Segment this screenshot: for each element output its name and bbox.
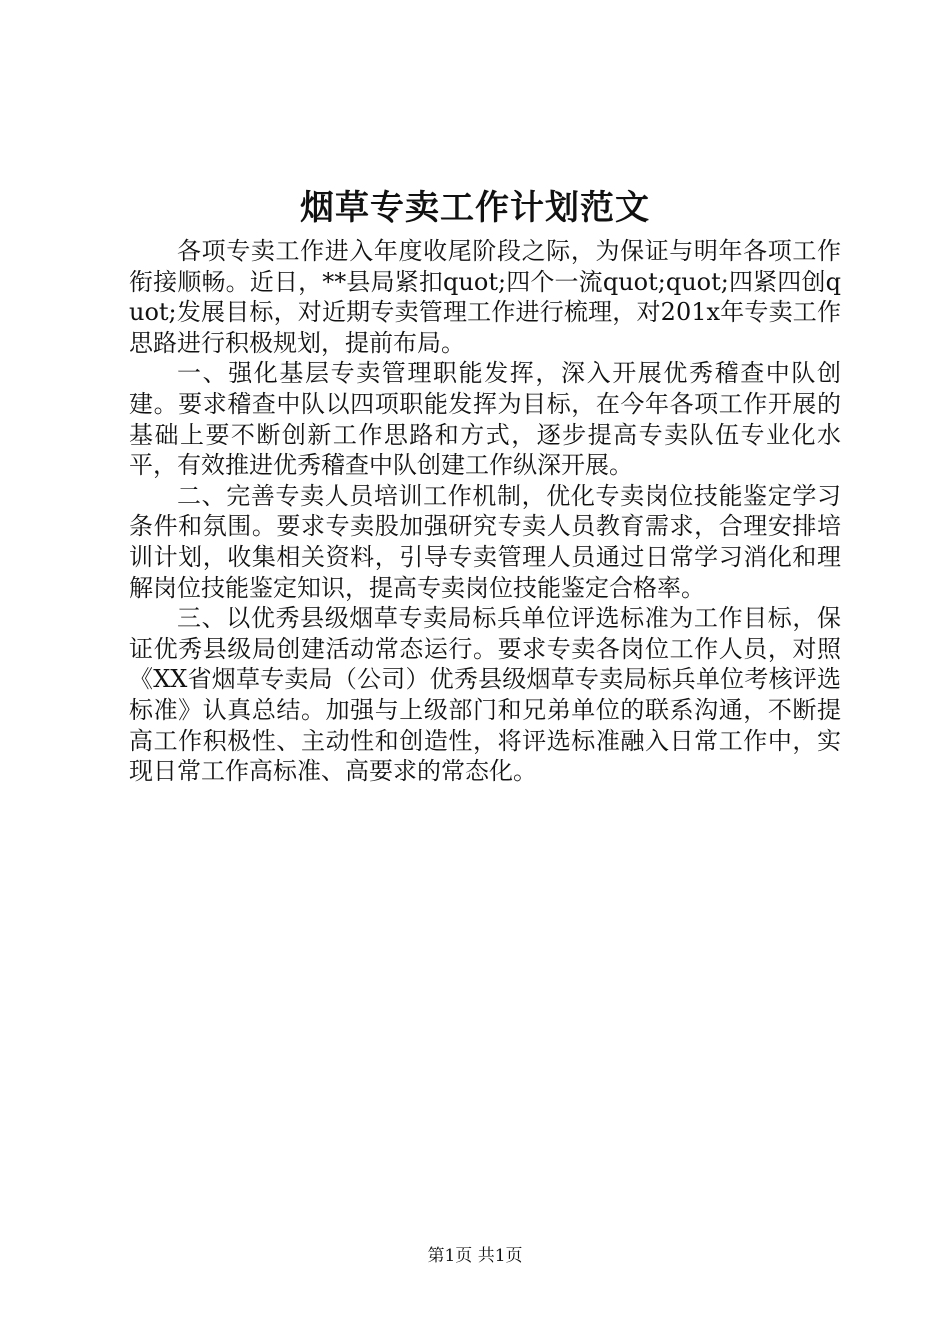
document-body [129,236,841,787]
paragraph-section-1: 一、强化基层专卖管理职能发挥，深入开展优秀稽查中队创建。要求稽查中队以四项职能发挥为目标，在今年各项工作开展的基础上要不断创新工作思路和方式，逐步提高专卖队伍专业化水平，有效推进优秀稽查中队创建工作纵深开展。 [129,359,841,480]
page-footer: 第1页 共1页 [427,1246,523,1266]
document-title: 烟草专卖工作计划范文 [300,188,650,228]
paragraph-section-3: 三、以优秀县级烟草专卖局标兵单位评选标准为工作目标，保证优秀县级局创建活动常态运行。要求专卖各岗位工作人员，对照《XX省烟草专卖局（公司）优秀县级烟草专卖局标兵单位考核评选标准》认真总结。加强与上级部门和兄弟单位的联系沟通，不断提高工作积极性、主动性和创造性，将评选标准融入日常工作中，实现日常工作高标准、高要求的常态化。 [129,604,841,786]
paragraph-section-2: 二、完善专卖人员培训工作机制，优化专卖岗位技能鉴定学习条件和氛围。要求专卖股加强研究专卖人员教育需求，合理安排培训计划，收集相关资料，引导专卖管理人员通过日常学习消化和理解岗位技能鉴定知识，提高专卖岗位技能鉴定合格率。 [129,481,841,602]
paragraph-intro: 各项专卖工作进入年度收尾阶段之际，为保证与明年各项工作衔接顺畅。近日，**县局紧扣quot;四个一流quot;quot;四紧四创quot;发展目标，对近期专卖管理工作进行梳理，对201x年专卖工作思路进行积极规划，提前布局。 [129,237,841,357]
